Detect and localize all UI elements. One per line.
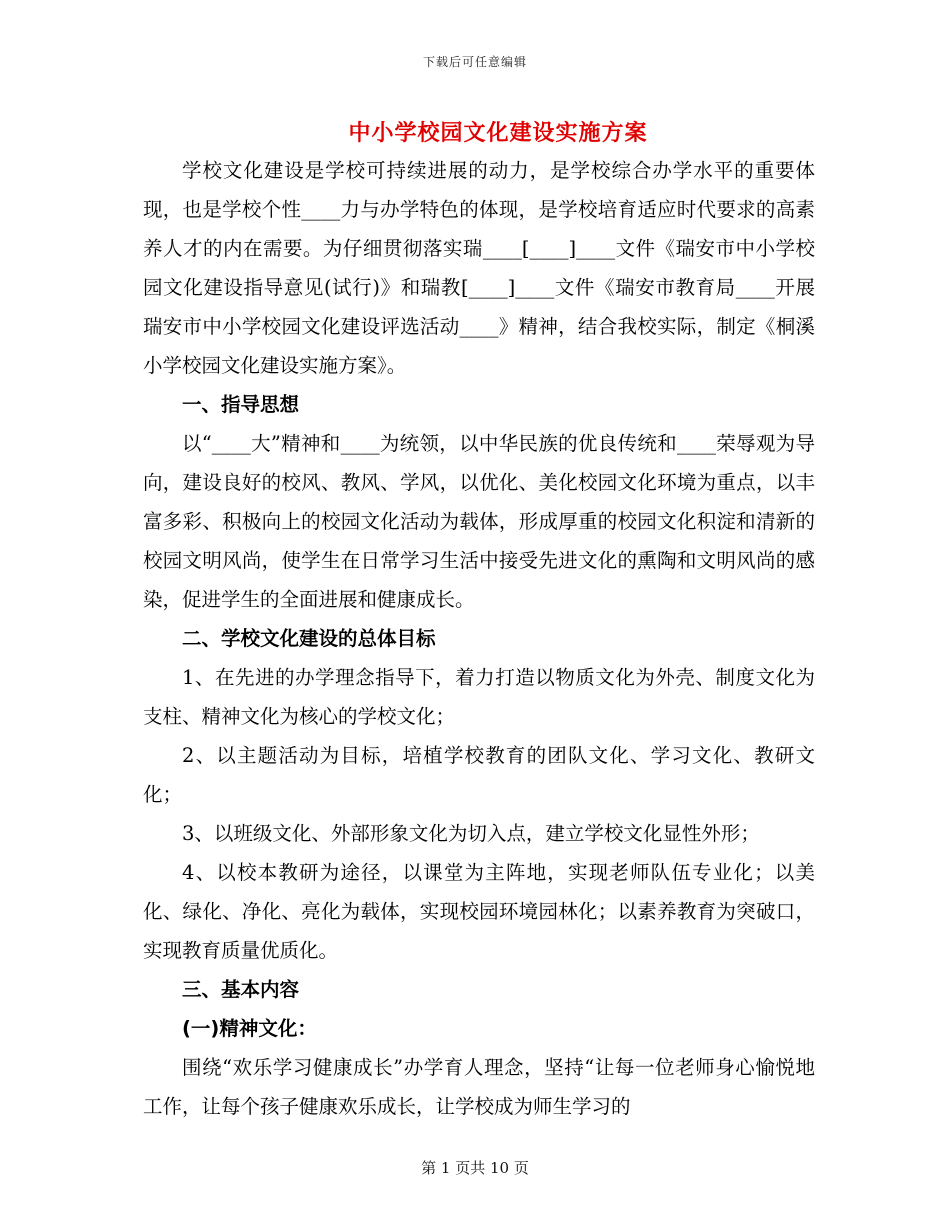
spiritual-culture-paragraph: 围绕“欢乐学习健康成长”办学育人理念，坚持“让每一位老师身心愉悦地工作，让每个孩子健康欢乐成长，让学校成为师生学习的 <box>143 1056 815 1118</box>
goal-item-1: 1、在先进的办学理念指导下，着力打造以物质文化为外壳、制度文化为支柱、精神文化为核心的学校文化； <box>143 666 815 728</box>
document-body <box>143 151 815 1126</box>
goal-item-2: 2、以主题活动为目标，培植学校教育的团队文化、学习文化、教研文化； <box>143 744 815 806</box>
goal-item-4: 4、以校本教研为途径，以课堂为主阵地，实现老师队伍专业化；以美化、绿化、净化、亮化为载体，实现校园环境园林化；以素养教育为突破口，实现教育质量优质化。 <box>143 861 815 962</box>
goal-item-3: 3、以班级文化、外部形象文化为切入点，建立学校文化显性外形； <box>182 822 760 845</box>
subsection-heading-spiritual-culture: (一)精神文化： <box>182 1017 317 1040</box>
document-title: 中小学校园文化建设实施方案 <box>348 121 648 146</box>
header-note: 下载后可任意编辑 <box>422 55 527 69</box>
section-heading-overall-goals: 二、学校文化建设的总体目标 <box>182 627 436 650</box>
section-heading-basic-content: 三、基本内容 <box>182 978 300 1001</box>
guiding-thought-paragraph: 以“____大”精神和____为统领，以中华民族的优良传统和____荣辱观为导向，建设良好的校风、教风、学风，以优化、美化校园文化环境为重点，以丰富多彩、积极向上的校园文化活动为载体，形成厚重的校园文化积淀和清新的校园文明风尚，使学生在日常学习生活中接受先进文化的熏陶和文明风尚的感染，促进学生的全面进展和健康成长。 <box>143 432 815 611</box>
intro-paragraph: 学校文化建设是学校可持续进展的动力，是学校综合办学水平的重要体现，也是学校个性____力与办学特色的体现，是学校培育适应时代要求的高素养人才的内在需要。为仔细贯彻落实瑞____[____]____文件《瑞安市中小学校园文化建设指导意见(试行)》和瑞教[____]____文件《瑞安市教育局____开展瑞安市中小学校园文化建设评选活动____》精神，结合我校实际，制定《桐溪小学校园文化建设实施方案》。 <box>143 159 815 377</box>
section-heading-guiding-thought: 一、指导思想 <box>182 393 300 416</box>
page-number: 第 1 页共 10 页 <box>421 1159 529 1177</box>
